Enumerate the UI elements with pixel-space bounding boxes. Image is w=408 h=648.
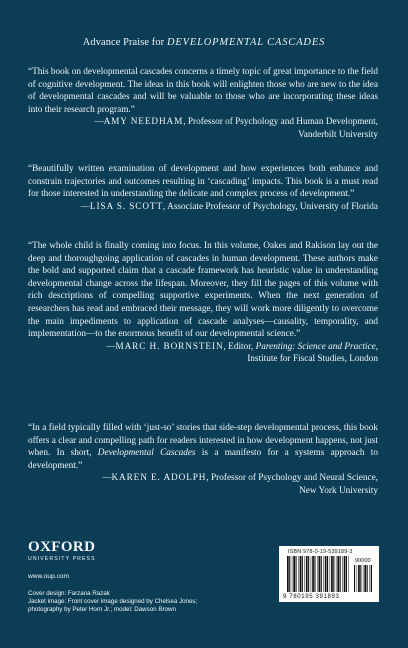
- blurb-bornstein: [28, 240, 378, 366]
- blurb-text: “The whole child is finally coming into focus. In this volume, Oakes and Rakison lay out the deep and thoroughgoing application of cascades in human development. These authors make the bold and supported claim that a cascade framework has heuristic value in understanding developmental change across the lifespan. Moreover, they fill the pages of this volume with rich descriptions of compelling supportive experiments. When the next generation of researchers has read and embraced their message, they will work more diligently to overcome the main impediments to application of cascade analyses—causality, temporality, and implementation—to the enormous benefit of our developmental science.”: [28, 241, 378, 340]
- journal-title: Parenting: Science and Practice: [255, 341, 376, 352]
- blurb-attribution: [28, 472, 378, 497]
- publisher-logo: [28, 540, 248, 563]
- price-code: 90000: [355, 558, 371, 564]
- endorser-affiliation: , Editor,: [223, 341, 256, 352]
- blurb-attribution: [28, 201, 378, 214]
- blurb-scott: [28, 163, 378, 213]
- credit-line: photography by Peter Horn Jr.; model: Dawson Brown: [28, 606, 176, 614]
- em-dash: —: [94, 117, 104, 128]
- endorser-institution: Vanderbilt University: [298, 129, 378, 140]
- endorser-affiliation-end: ,: [375, 341, 378, 352]
- praise-heading: [0, 36, 408, 50]
- blurb-text: “Beautifully written examination of development and how experiences both enhance and constrain trajectories and outcomes resulting in ‘cascading’ impacts. This book is a must read for those interested in understanding the delicate and complex process of development.”: [28, 164, 378, 200]
- book-title-inline: Developmental Cascades: [97, 448, 196, 459]
- blurb-text: “This book on developmental cascades concerns a timely topic of great importance to the field of cognitive development. The ideas in this book will enlighten those who are new to the idea of developmental cascades and will be valuable to those who are incorporating these ideas into their research program.”: [28, 67, 378, 115]
- publisher-url: www.oup.com: [28, 573, 70, 580]
- blurb-attribution: [28, 341, 378, 366]
- oxford-wordmark: OXFORD: [28, 539, 96, 555]
- endorser-affiliation: , Associate Professor of Psychology, University of Florida: [163, 201, 378, 212]
- blurb-needham: [28, 66, 378, 142]
- isbn-label: ISBN 978-0-19-539189-3: [288, 549, 353, 555]
- blurb-attribution: [28, 116, 378, 141]
- credit-line: Jacket image: Front cover image designed by Chelsea Jones;: [28, 598, 198, 606]
- barcode-bars-icon: [287, 556, 349, 592]
- book-title: DEVELOPMENTAL CASCADES: [166, 37, 326, 48]
- em-dash: —: [80, 201, 90, 212]
- price-barcode-bars-icon: [354, 565, 372, 592]
- endorser-name: KAREN E. ADOLPH: [111, 473, 207, 484]
- blurb-adolph: [28, 422, 378, 498]
- credit-line: Cover design: Farzana Razak: [28, 590, 110, 597]
- endorser-institution: Institute for Fiscal Studies, London: [247, 354, 378, 365]
- em-dash: —: [106, 341, 116, 352]
- endorser-affiliation: , Professor of Psychology and Human Development,: [183, 117, 378, 128]
- blurb-text-part: “In a field typically filled with ‘just-so’ stories that side-step developmental process, this book offers a clear and compelling path for readers interested in how development happens, not just when. In short,: [28, 423, 378, 459]
- blurb-text-part: is a manifesto for a systems approach to development.”: [28, 448, 379, 471]
- em-dash: —: [102, 473, 112, 484]
- barcode-number: 9 780195 391893: [283, 593, 340, 600]
- cover-credits: [28, 590, 197, 615]
- endorser-affiliation: , Professor of Psychology and Neural Science,: [206, 473, 378, 484]
- isbn-barcode: [279, 546, 379, 602]
- endorser-institution: New York University: [299, 485, 378, 496]
- endorser-name: LISA S. SCOTT: [89, 201, 164, 212]
- university-press-label: UNIVERSITY PRESS: [28, 556, 96, 562]
- endorser-name: AMY NEEDHAM: [103, 117, 184, 128]
- endorser-name: MARC H. BORNSTEIN: [115, 341, 224, 352]
- heading-prefix: Advance Praise for: [82, 37, 167, 48]
- blurb-text: [28, 422, 378, 472]
